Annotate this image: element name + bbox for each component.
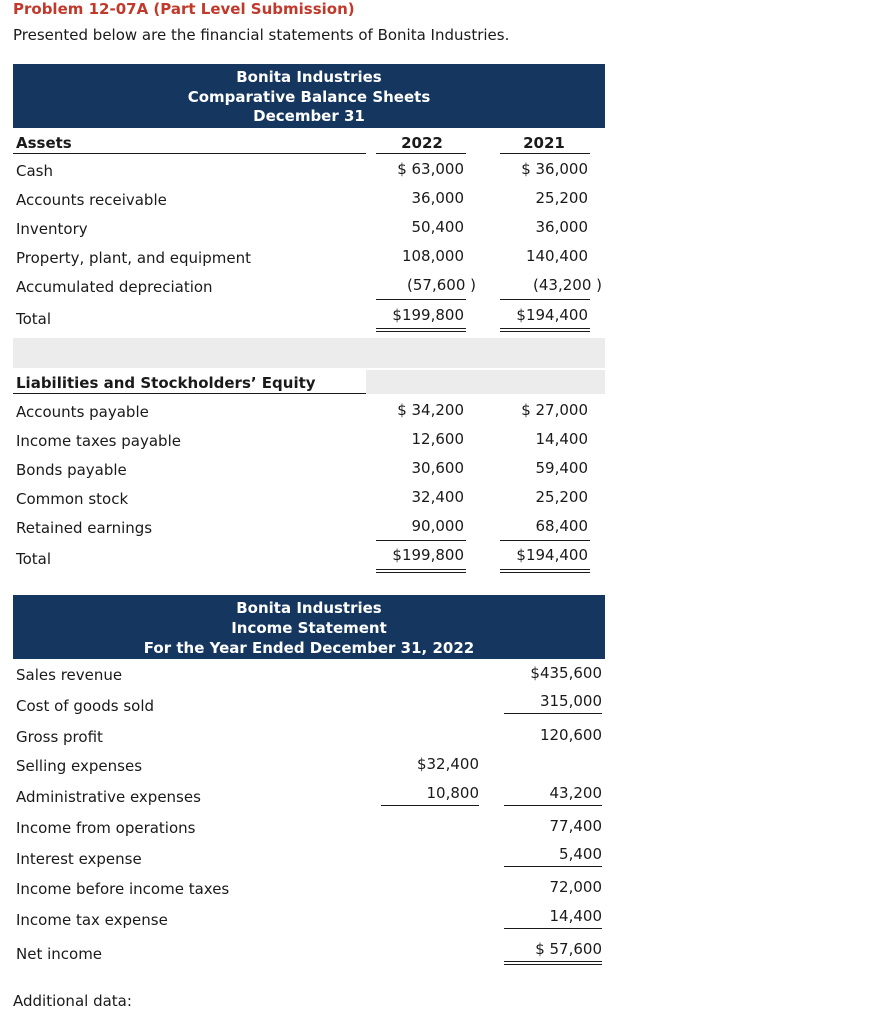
is-row-label: Cost of goods sold [16,697,155,715]
liability-row-label: Retained earnings [16,519,153,537]
liability-row-2022: 90,000 [411,517,464,535]
col-2021-heading: 2021 [523,134,565,152]
asset-row-2022: 108,000 [401,247,464,265]
liability-row-2022: $ 34,200 [397,401,464,419]
liability-row-2022: 30,600 [411,459,464,477]
balance-sheet-header [13,64,605,128]
asset-row-2021: (43,200 ) [533,276,602,294]
is-row-inner: 10,800 [426,784,479,802]
is-statement: Income Statement [231,619,387,637]
asset-total-2021: $194,400 [516,306,588,324]
is-row-label: Income from operations [16,819,196,837]
is-row-label: Gross profit [16,728,103,746]
asset-row-2022: (57,600 ) [407,276,476,294]
liability-row-label: Income taxes payable [16,432,181,450]
bs-statement: Comparative Balance Sheets [187,88,431,106]
bs-company: Bonita Industries [236,68,382,86]
liability-row-2022: 32,400 [411,488,464,506]
liability-row-2021: $ 27,000 [521,401,588,419]
asset-total-2022: $199,800 [392,306,464,324]
liability-total-2021: $194,400 [516,546,588,564]
liability-row-2021: 59,400 [535,459,588,477]
is-row-outer: 315,000 [539,692,602,710]
is-row-label: Income tax expense [16,911,168,929]
is-row-outer: 77,400 [549,817,602,835]
liability-row-label: Bonds payable [16,461,127,479]
asset-row-2021: 140,400 [525,247,588,265]
is-row-label: Selling expenses [16,757,143,775]
net-income-value: $ 57,600 [535,940,602,958]
is-row-label: Income before income taxes [16,880,230,898]
asset-row-label: Inventory [16,220,88,238]
asset-row-label: Accounts receivable [16,191,167,209]
bs-date: December 31 [253,107,365,125]
is-company: Bonita Industries [236,599,382,617]
asset-row-label: Cash [16,162,53,180]
liability-row-2021: 68,400 [535,517,588,535]
asset-total-label: Total [16,310,52,328]
is-row-outer: 5,400 [559,845,602,863]
is-row-outer: $435,600 [530,664,602,682]
col-2022-heading: 2022 [401,134,443,152]
liability-row-2021: 25,200 [535,488,588,506]
is-row-inner: $32,400 [416,755,479,773]
is-row-outer: 14,400 [549,907,602,925]
is-row-outer: 120,600 [539,726,602,744]
asset-row-2021: $ 36,000 [521,160,588,178]
problem-title: Problem 12-07A (Part Level Submission) [13,0,355,18]
is-row-label: Interest expense [16,850,142,868]
asset-row-label: Property, plant, and equipment [16,249,251,267]
assets-heading: Assets [16,134,72,152]
income-statement-header [13,595,605,659]
asset-row-2022: 36,000 [411,189,464,207]
liability-row-label: Common stock [16,490,129,508]
is-row-label: Administrative expenses [16,788,201,806]
is-row-outer: 43,200 [549,784,602,802]
is-row-label: Sales revenue [16,666,123,684]
intro-text: Presented below are the financial statements of Bonita Industries. [13,26,510,44]
asset-row-2022: $ 63,000 [397,160,464,178]
liability-row-2022: 12,600 [411,430,464,448]
is-row-outer: 72,000 [549,878,602,896]
is-period: For the Year Ended December 31, 2022 [143,639,475,657]
liability-total-2022: $199,800 [392,546,464,564]
asset-row-2022: 50,400 [411,218,464,236]
liability-row-label: Accounts payable [16,403,149,421]
additional-data-label: Additional data: [13,992,132,1010]
liability-row-2021: 14,400 [535,430,588,448]
liability-total-label: Total [16,550,52,568]
asset-row-label: Accumulated depreciation [16,278,213,296]
liabilities-heading: Liabilities and Stockholders’ Equity [16,374,316,392]
asset-row-2021: 36,000 [535,218,588,236]
net-income-label: Net income [16,945,103,963]
asset-row-2021: 25,200 [535,189,588,207]
